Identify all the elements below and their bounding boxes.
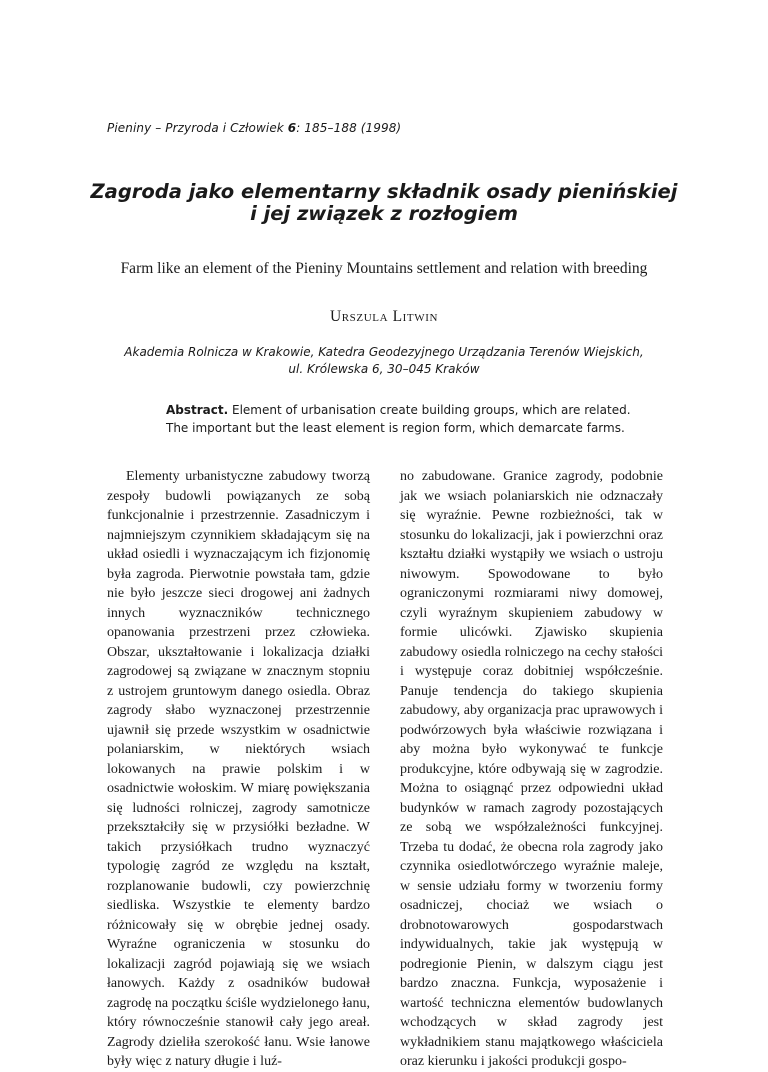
journal-citation [107,121,401,135]
abstract-text: Element of urbanisation create building groups, which are related. The important but the least element is region form, which demarcate farms. [166,403,631,435]
affiliation [60,344,708,378]
affiliation-line-1: Akademia Rolnicza w Krakowie, Katedra Geodezyjnego Urządzania Terenów Wiejskich, [124,345,644,359]
body-column-right [400,467,663,1072]
journal-volume: 6 [287,121,297,135]
affiliation-line-2: ul. Królewska 6, 30–045 Kraków [288,362,480,376]
body-paragraph-right: no zabudowane. Granice zagrody, podobnie jak we wsiach polaniarskich nie odznaczały się wyraźnie. Pewne rozbieżności, tak w stosunku do lokalizacji, jak i powierzchni oraz kształtu działki wystąpiły we wsiach o ustroju niwowym. Spowodowane to było ograniczonymi rozmiarami niwy domowej, czyli wyraźnym skupieniem zabudowy w formie ulicówki. Zjawisko skupienia zabudowy osiedla rolniczego na cechy stałości i występuje coraz dobitniej współcześnie. Panuje tendencja do takiego skupienia zabudowy, aby organizacja prac uprawowych i podwórzowych była właściwie rozwiązana i aby można było wykonywać te funkcje produkcyjne, które odbywają się w zagrodzie. Można to osiągnąć przez odpowiedni układ budynków w ramach zagrody pozostających ze sobą we współzależności funkcyjnej. Trzeba tu dodać, że obecna rola zagrody jako czynnika osiedlotwórczego wyraźnie maleje, w sensie udziału formy w tworzeniu formy osadniczej, chociaż we wsiach o drobnotowarowych gospodarstwach indywidualnych, takie jak występują w podregionie Pienin, w dalszym ciągu jest bardzo znaczna. Funkcja, wyposażenie i wartość techniczna elementów budowlanych wchodzących w skład zagrody jest wykładnikiem stanu majątkowego właściciela oraz kierunku i jakości produkcji gospo- [400,469,663,1069]
body-paragraph-left: Elementy urbanistyczne zabudowy tworzą zespoły budowli powiązanych ze sobą funkcjonalnie i przestrzennie. Zasadniczym i najmniejszym czynnikiem składającym się na układ osiedli i wyznaczającym ich fizjonomię była zagroda. Pierwotnie powstała tam, gdzie nie było jeszcze sieci drogowej ani żadnych innych wyznaczników technicznego opanowania przestrzeni przez człowieka. Obszar, ukształtowanie i lokalizacja działki zagrodowej są związane w znacznym stopniu z ustrojem gruntowym danego osiedla. Obraz zagrody słabo wyznaczonej przestrzennie ujawnił się przede wszystkim w osadnictwie polaniarskim, w niektórych wsiach lokowanych na prawie polskim i w osadnictwie wołoskim. W miarę powiększania się ludności rolniczej, zagrody samotnicze przekształciły się w przysiółki bezładne. W takich przysiółkach trudno wyznaczyć typologię zagród ze względu na kształt, rozplanowanie budowli, czy powierzchnię siedliska. Wszystkie te elementy bardzo różnicowały się w obrębie jednej osady. Wyraźne ograniczenia w stosunku do lokalizacji zagród pojawiają się we wsiach łanowych. Każdy z osadników budował zagrodę na początku ściśle wydzielonego łanu, który równocześnie stanowił cały jego areał. Zagrody dzieliła szerokość łanu. Wsie łanowe były więc z natury długie i luź- [107,469,370,1069]
body-column-left [107,467,370,1072]
paper-title [60,181,708,225]
english-subtitle: Farm like an element of the Pieniny Mountains settlement and relation with breeding [120,260,648,277]
abstract [166,401,636,437]
journal-pages-year: : 185–188 (1998) [296,121,402,135]
journal-name: Pieniny – Przyroda i Człowiek [107,121,288,135]
abstract-label: Abstract. [166,403,229,417]
author-name: Urszula Litwin [329,308,439,325]
paper-title-line-2: i jej związek z rozłogiem [250,202,518,225]
paper-title-line-1: Zagroda jako elementarny składnik osady pienińskiej [90,180,678,203]
